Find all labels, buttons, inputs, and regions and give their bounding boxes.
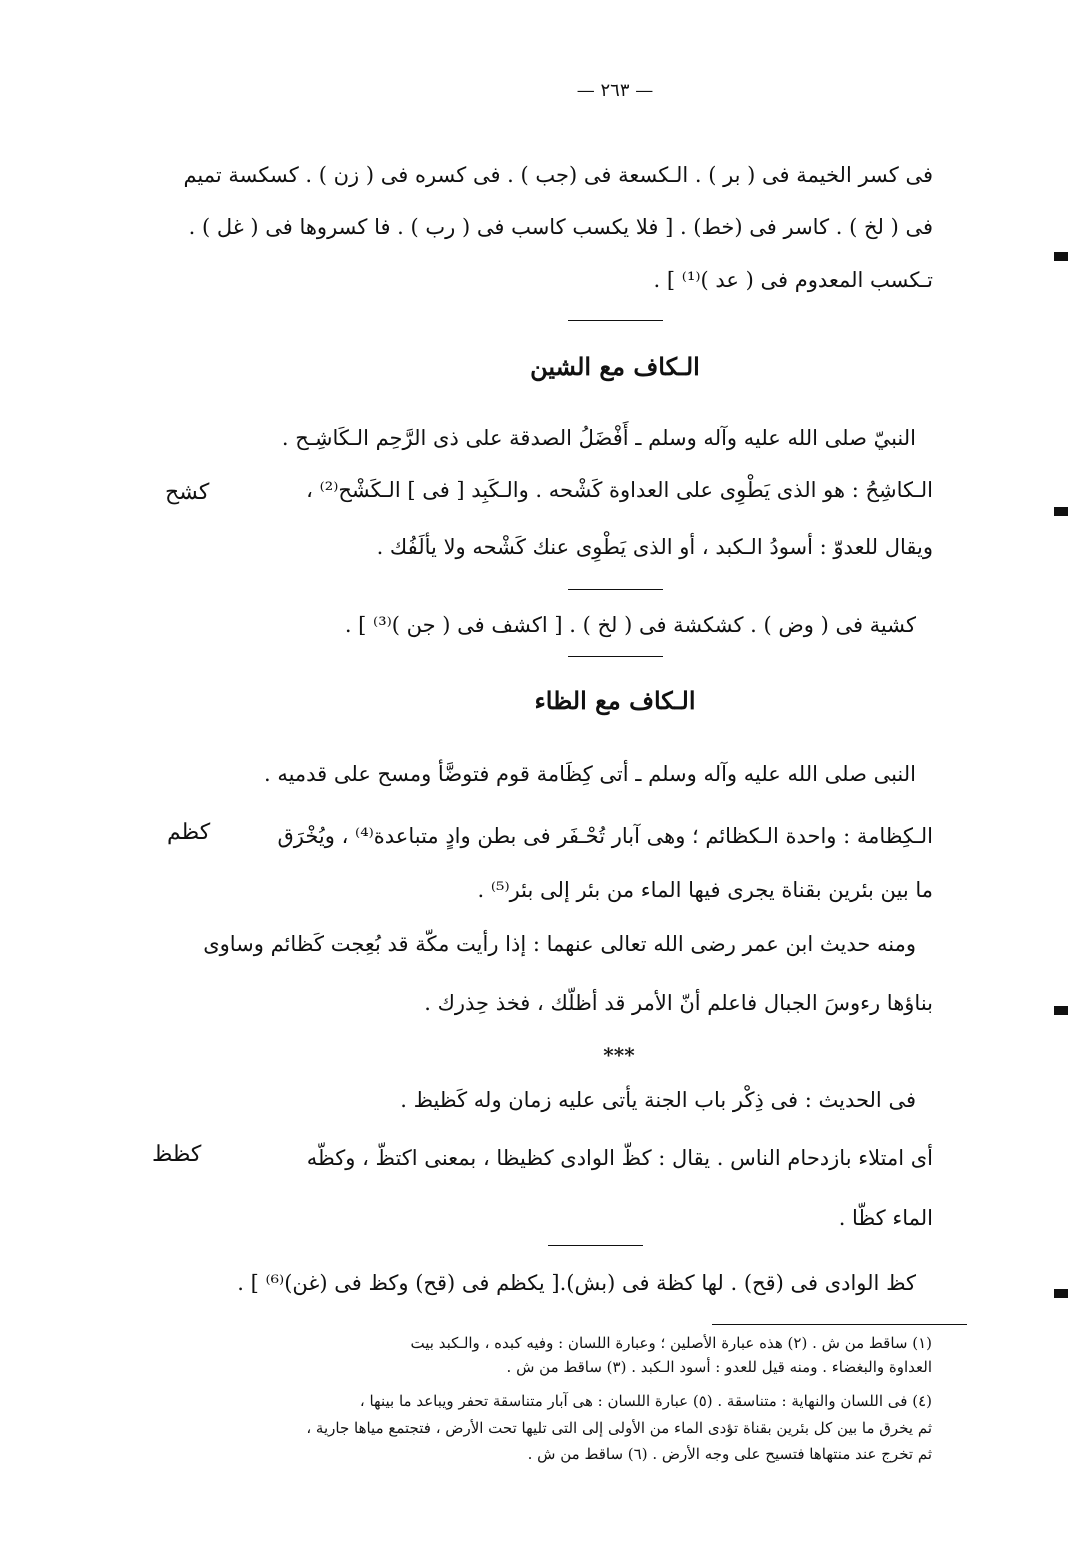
divider	[568, 589, 663, 590]
divider	[568, 320, 663, 321]
intro-line: تـكسب المعدوم فى ( عد )⁽¹⁾ ] .	[653, 268, 933, 292]
intro-line: فى كسر الخيمة فى ( بر ) . الـكسعة فى (جب ) . فى كسره فى ( زن ) . كسكسة تميم	[183, 163, 933, 187]
text-line: أى امتلاء بازدحام الناس . يقال : كظّ الوادى كظيظا ، بمعنى اكتظّ ، وكظّه	[306, 1146, 933, 1170]
section-heading: الـكاف مع الظاء	[534, 686, 696, 715]
scan-margin-mark	[1054, 1006, 1068, 1015]
text-line: بناؤها رءوسَ الجبال فاعلم أنّ الأمر قد أظلّك ، فخذ حِذرك .	[424, 991, 933, 1015]
text-line: النبى صلى الله عليه وآله وسلم ـ أتى كِظَامة قوم فتوضَّأ ومسح على قدميه .	[263, 762, 916, 786]
footnote-line: (١) ساقط من ش . (٢) هذه عبارة الأصلين ؛ وعبارة اللسان : وفيه كبده ، والـكبد بيت	[410, 1334, 932, 1352]
footnote-rule	[712, 1324, 967, 1325]
text-line: النبيّ صلى الله عليه وآله وسلم ـ أَفْضَلُ الصدقة على ذى الرَّحِم الـكَاشِـح .	[281, 426, 916, 450]
text-line: ويقال للعدوّ : أسودُ الـكبد ، أو الذى يَطْوِى عنك كَشْحه ولا يألَفُك .	[376, 535, 933, 559]
separator-stars: ***	[603, 1043, 635, 1067]
text-line: الـكاشِحُ : هو الذى يَطْوِى على العداوة كَشْحه . والـكَبِد [ فى ] الـكَشْح⁽²⁾ ،	[306, 478, 933, 502]
cross-references: كشية فى ( وض ) . كشكشة فى ( لخ ) . [ اكشف فى ( جن )⁽³⁾ ] .	[344, 613, 916, 637]
footnote-line: ثم يخرق ما بين كل بئرين بقناة تؤدى الماء من الأولى إلى التى تليها تحت الأرض ، فتجتمع مياها جارية ،	[306, 1419, 932, 1437]
scan-margin-mark	[1054, 252, 1068, 261]
page-number: — ٢٦٣ —	[576, 80, 654, 101]
entry-word: كظم	[167, 820, 211, 845]
cross-references: كظ الوادى فى (قح) . لها كظة فى (بش).[ يكظم فى (قح) وكظ فى (غن)⁽⁶⁾ ] .	[237, 1271, 916, 1295]
footnote-line: العداوة والبغضاء . ومنه قيل للعدو : أسود الـكبد . (٣) ساقط من ش .	[506, 1358, 932, 1376]
text-line: ومنه حديث ابن عمر رضى الله تعالى عنهما : إذا رأيت مكّة قد بُعِجت كَظائم وساوى	[203, 932, 916, 956]
entry-word: كشح	[165, 480, 210, 505]
text-line: الـكِظامة : واحدة الـكظائم ؛ وهى آبار تُحْـفَر فى بطن وادٍ متباعدة⁽⁴⁾ ، ويُخْرَق	[277, 824, 933, 848]
divider	[568, 656, 663, 657]
text-line: فى الحديث : فى ذِكْر باب الجنة يأتى عليه زمان وله كَظيظ .	[400, 1088, 916, 1112]
intro-line: فى ( لخ ) . كاسر فى (خط) . [ فلا يكسب كاسب فى ( رب ) . فا كسروها فى ( غل ) .	[188, 215, 933, 239]
entry-word: كظظ	[152, 1142, 202, 1167]
text-line: ما بين بئرين بقناة يجرى فيها الماء من بئر إلى بئر⁽⁵⁾ .	[477, 878, 933, 902]
scan-margin-mark	[1054, 507, 1068, 516]
footnote-line: (٤) فى اللسان والنهاية : متناسقة . (٥) عبارة اللسان : هى آبار متناسقة تحفر ويباعد ما بينها ،	[359, 1392, 932, 1410]
section-heading: الـكاف مع الشين	[530, 352, 700, 381]
scan-margin-mark	[1054, 1289, 1068, 1298]
text-line: الماء كظّا .	[838, 1206, 933, 1230]
divider	[548, 1245, 643, 1246]
footnote-line: ثم تخرج عند منتهاها فتسيح على وجه الأرض . (٦) ساقط من ش .	[527, 1445, 932, 1463]
